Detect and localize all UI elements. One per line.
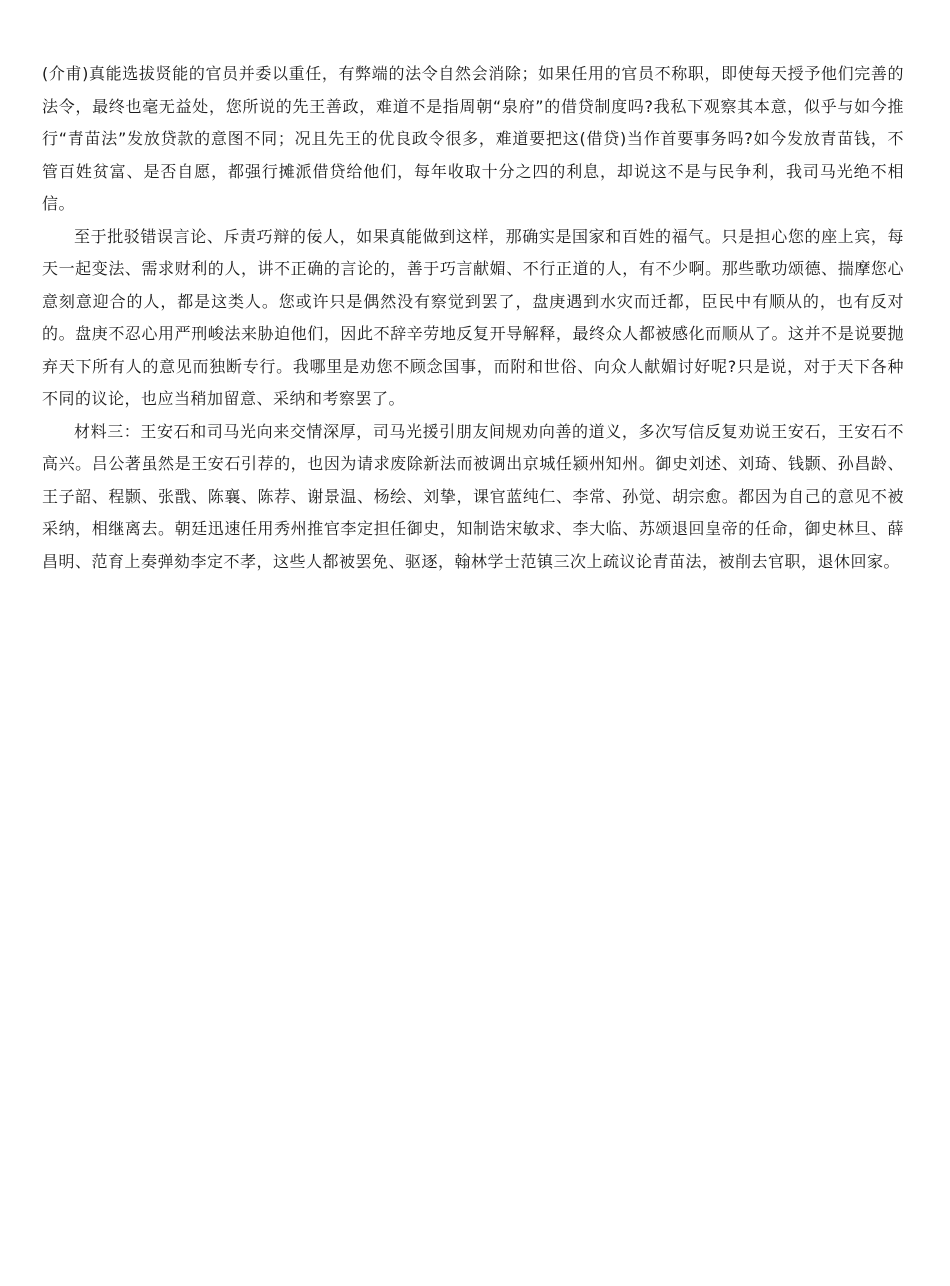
paragraph-2: 至于批驳错误言论、斥责巧辩的佞人，如果真能做到这样，那确实是国家和百姓的福气。只是担心您的座上宾，每天一起变法、需求财利的人，讲不正确的言论的，善于巧言献媚、不行正道的人，有不少啊。那些歌功颂德、揣摩您心意刻意迎合的人，都是这类人。您或许只是偶然没有察觉到罢了，盘庚遇到水灾而迁都，臣民中有顺从的，也有反对的。盘庚不忍心用严刑峻法来胁迫他们，因此不辞辛劳地反复开导解释，最终众人都被感化而顺从了。这并不是说要抛弃天下所有人的意见而独断专行。我哪里是劝您不顾念国事，而附和世俗、向众人献媚讨好呢?只是说，对于天下各种不同的议论，也应当稍加留意、采纳和考察罢了。 (42, 226, 904, 408)
document-page (42, 58, 904, 578)
paragraph-1: (介甫)真能选拔贤能的官员并委以重任，有弊端的法令自然会消除；如果任用的官员不称职，即使每天授予他们完善的法令，最终也毫无益处，您所说的先王善政，难道不是指周朝“泉府”的借贷制度吗?我私下观察其本意，似乎与如今推行“青苗法”发放贷款的意图不同；况且先王的优良政令很多，难道要把这(借贷)当作首要事务吗?如今发放青苗钱，不管百姓贫富、是否自愿，都强行摊派借贷给他们，每年收取十分之四的利息，却说这不是与民争利，我司马光绝不相信。 (42, 64, 904, 213)
paragraph-3: 材料三：王安石和司马光向来交情深厚，司马光援引朋友间规劝向善的道义，多次写信反复劝说王安石，王安石不高兴。吕公著虽然是王安石引荐的，也因为请求废除新法而被调出京城任颍州知州。御史刘述、刘琦、钱颢、孙昌龄、王子韶、程颢、张戬、陈襄、陈荐、谢景温、杨绘、刘挚，课官蓝纯仁、李常、孙觉、胡宗愈。都因为自己的意见不被采纳，相继离去。朝廷迅速任用秀州推官李定担任御史，知制诰宋敏求、李大临、苏颂退回皇帝的任命，御史林旦、薛昌明、范育上奏弹劾李定不孝，这些人都被罢免、驱逐，翰林学士范镇三次上疏议论青苗法，被削去官职，退休回家。 (42, 421, 904, 571)
